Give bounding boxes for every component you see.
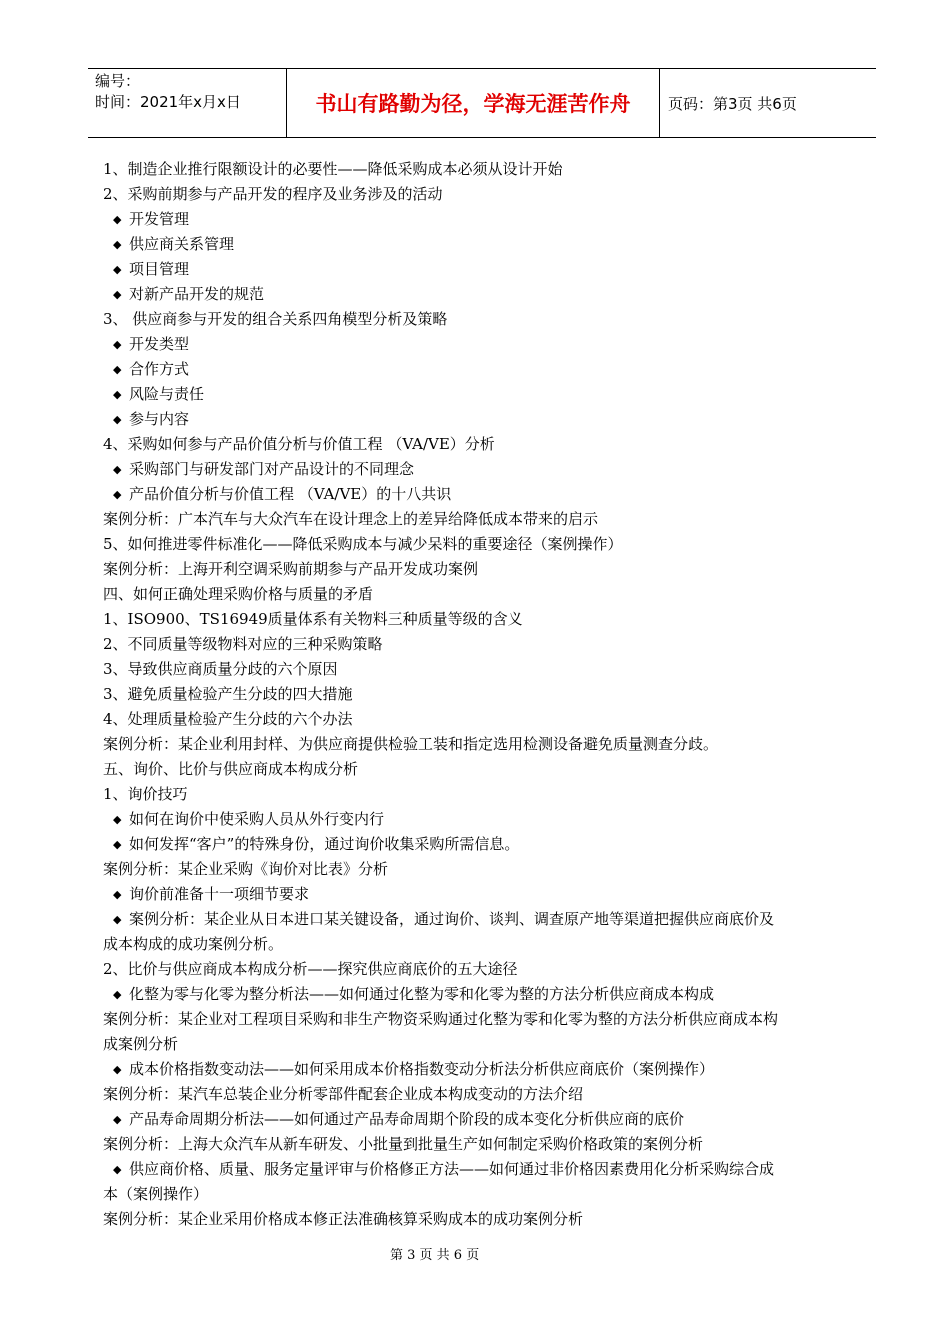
text-line (103, 1207, 869, 1232)
line-text: 合作方式 (129, 360, 190, 378)
line-text: 参与内容 (129, 410, 190, 428)
bullet-item (103, 407, 869, 432)
header-meta (88, 69, 286, 137)
line-text: 成本价格指数变动法——如何采用成本价格指数变动分析法分析供应商底价（案例操作） (129, 1060, 715, 1078)
text-line (103, 682, 869, 707)
line-text: 3、避免质量检验产生分歧的四大措施 (103, 685, 353, 703)
bullet-item (103, 832, 869, 857)
line-text: 化整为零与化零为整分析法——如何通过化整为零和化零为整的方法分析供应商成本构成 (129, 985, 715, 1003)
line-text: 五、询价、比价与供应商成本构成分析 (103, 760, 359, 778)
line-text: 案例分析：某企业采用价格成本修正法准确核算采购成本的成功案例分析 (103, 1210, 584, 1228)
line-text: 成案例分析 (103, 1035, 179, 1053)
text-line (103, 707, 869, 732)
line-text: 2、不同质量等级物料对应的三种采购策略 (103, 635, 383, 653)
text-line (103, 1082, 869, 1107)
bullet-item (103, 882, 869, 907)
line-text: 开发管理 (129, 210, 190, 228)
line-text: 风险与责任 (129, 385, 205, 403)
bullet-item (103, 1157, 869, 1182)
line-text: 案例分析：上海开利空调采购前期参与产品开发成功案例 (103, 560, 479, 578)
text-line (103, 1132, 869, 1157)
line-text: 2、比价与供应商成本构成分析——探究供应商底价的五大途径 (103, 960, 518, 978)
bullet-item (103, 257, 869, 282)
diamond-bullet-icon: ◆ (113, 1163, 122, 1176)
bullet-item (103, 982, 869, 1007)
bullet-item (103, 907, 869, 932)
line-text: 4、采购如何参与产品价值分析与价值工程 （VA/VE）分析 (103, 435, 495, 453)
bullet-item (103, 482, 869, 507)
bullet-item (103, 807, 869, 832)
diamond-bullet-icon: ◆ (113, 813, 122, 826)
diamond-bullet-icon: ◆ (113, 1063, 122, 1076)
line-text: 四、如何正确处理采购价格与质量的矛盾 (103, 585, 374, 603)
diamond-bullet-icon: ◆ (113, 238, 122, 251)
diamond-bullet-icon: ◆ (113, 913, 122, 926)
line-text: 如何发挥“客户”的特殊身份，通过询价收集采购所需信息。 (129, 835, 520, 853)
line-text: 2、采购前期参与产品开发的程序及业务涉及的活动 (103, 185, 443, 203)
diamond-bullet-icon: ◆ (113, 988, 122, 1001)
page-footer: 第 3 页 共 6 页 (390, 1248, 480, 1263)
date-label: 时间：2021年x月x日 (95, 93, 241, 111)
line-text: 3、 供应商参与开发的组合关系四角模型分析及策略 (103, 310, 448, 328)
text-line (103, 757, 869, 782)
line-text: 供应商关系管理 (129, 235, 235, 253)
text-line (103, 182, 869, 207)
diamond-bullet-icon: ◆ (113, 463, 122, 476)
line-text: 案例分析：某企业对工程项目采购和非生产物资采购通过化整为零和化零为整的方法分析供应商成本构 (103, 1010, 779, 1028)
diamond-bullet-icon: ◆ (113, 488, 122, 501)
bullet-item (103, 1107, 869, 1132)
line-text: 1、制造企业推行限额设计的必要性——降低采购成本必须从设计开始 (103, 160, 563, 178)
text-line (103, 1032, 869, 1057)
bullet-item (103, 207, 869, 232)
text-line (103, 307, 869, 332)
text-line (103, 157, 869, 182)
bullet-item (103, 357, 869, 382)
diamond-bullet-icon: ◆ (113, 413, 122, 426)
diamond-bullet-icon: ◆ (113, 1113, 122, 1126)
line-text: 案例分析：某汽车总装企业分析零部件配套企业成本构成变动的方法介绍 (103, 1085, 584, 1103)
serial-number-label: 编号： (95, 72, 141, 90)
text-line (103, 957, 869, 982)
line-text: 成本构成的成功案例分析。 (103, 935, 284, 953)
text-line (103, 532, 869, 557)
header-page-number: 页码：第3页 共6页 (668, 94, 797, 113)
text-line (103, 732, 869, 757)
line-text: 对新产品开发的规范 (129, 285, 265, 303)
text-line (103, 657, 869, 682)
line-text: 案例分析：某企业采购《询价对比表》分析 (103, 860, 389, 878)
page-header (88, 68, 876, 138)
line-text: 项目管理 (129, 260, 190, 278)
diamond-bullet-icon: ◆ (113, 288, 122, 301)
diamond-bullet-icon: ◆ (113, 338, 122, 351)
line-text: 询价前准备十一项细节要求 (129, 885, 310, 903)
line-text: 案例分析：上海大众汽车从新车研发、小批量到批量生产如何制定采购价格政策的案例分析 (103, 1135, 704, 1153)
text-line (103, 632, 869, 657)
line-text: 产品寿命周期分析法——如何通过产品寿命周期个阶段的成本变化分析供应商的底价 (129, 1110, 685, 1128)
line-text: 4、处理质量检验产生分歧的六个办法 (103, 710, 353, 728)
bullet-item (103, 457, 869, 482)
line-text: 5、如何推进零件标准化——降低采购成本与减少呆料的重要途径（案例操作） (103, 535, 623, 553)
bullet-item (103, 382, 869, 407)
diamond-bullet-icon: ◆ (113, 888, 122, 901)
document-body (103, 157, 869, 1232)
line-text: 如何在询价中使采购人员从外行变内行 (129, 810, 385, 828)
line-text: 供应商价格、质量、服务定量评审与价格修正方法——如何通过非价格因素费用化分析采购综合成 (129, 1160, 775, 1178)
text-line (103, 432, 869, 457)
bullet-item (103, 1057, 869, 1082)
bullet-item (103, 282, 869, 307)
line-text: 案例分析：广本汽车与大众汽车在设计理念上的差异给降低成本带来的启示 (103, 510, 599, 528)
line-text: 3、导致供应商质量分歧的六个原因 (103, 660, 338, 678)
line-text: 案例分析：某企业从日本进口某关键设备，通过询价、谈判、调查原产地等渠道把握供应商底价及 (129, 910, 775, 928)
text-line (103, 582, 869, 607)
diamond-bullet-icon: ◆ (113, 838, 122, 851)
line-text: 1、询价技巧 (103, 785, 188, 803)
line-text: 产品价值分析与价值工程 （VA/VE）的十八共识 (129, 485, 452, 503)
text-line (103, 932, 869, 957)
bullet-item (103, 232, 869, 257)
text-line (103, 1007, 869, 1032)
text-line (103, 507, 869, 532)
line-text: 采购部门与研发部门对产品设计的不同理念 (129, 460, 415, 478)
text-line (103, 607, 869, 632)
text-line (103, 557, 869, 582)
text-line (103, 1182, 869, 1207)
header-motto: 书山有路勤为径，学海无涯苦作舟 (286, 69, 660, 137)
line-text: 本（案例操作） (103, 1185, 209, 1203)
text-line (103, 782, 869, 807)
line-text: 案例分析：某企业利用封样、为供应商提供检验工装和指定选用检测设备避免质量测查分歧。 (103, 735, 719, 753)
diamond-bullet-icon: ◆ (113, 388, 122, 401)
diamond-bullet-icon: ◆ (113, 363, 122, 376)
diamond-bullet-icon: ◆ (113, 263, 122, 276)
line-text: 1、ISO900、TS16949质量体系有关物料三种质量等级的含义 (103, 610, 523, 628)
bullet-item (103, 332, 869, 357)
diamond-bullet-icon: ◆ (113, 213, 122, 226)
text-line (103, 857, 869, 882)
line-text: 开发类型 (129, 335, 190, 353)
